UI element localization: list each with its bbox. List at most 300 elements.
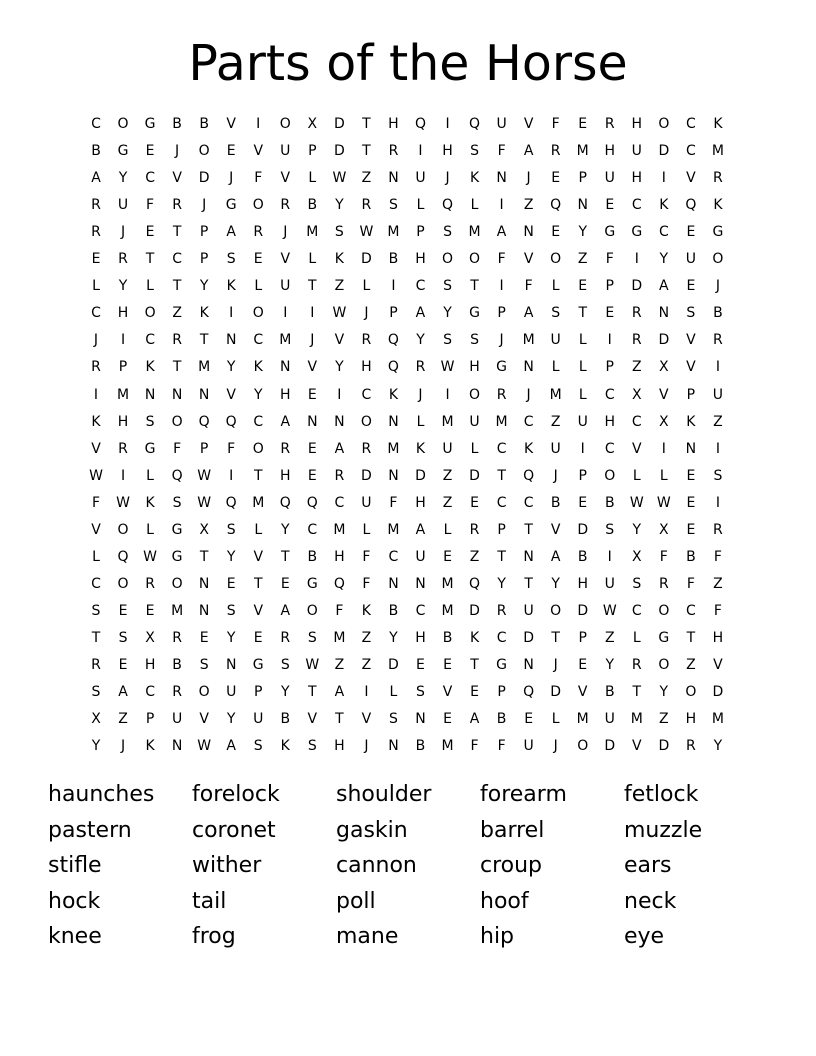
grid-letter: R <box>713 332 723 349</box>
grid-letter: P <box>605 278 614 295</box>
grid-letter: C <box>604 386 615 403</box>
grid-letter: H <box>415 251 426 268</box>
grid-letter: F <box>605 251 614 268</box>
grid-letter: X <box>659 359 669 376</box>
grid-letter: L <box>416 197 425 214</box>
grid-letter: Z <box>577 251 588 268</box>
grid-letter: S <box>226 521 236 538</box>
grid-letter: P <box>389 305 398 322</box>
grid-letter: S <box>443 332 452 349</box>
grid-letter: M <box>468 224 481 241</box>
grid-letter: P <box>308 143 317 160</box>
word-list-item: forelock <box>192 782 280 807</box>
grid-letter: Y <box>91 738 101 755</box>
grid-letter: Q <box>225 413 237 430</box>
grid-letter: M <box>441 602 454 619</box>
grid-letter: A <box>118 684 128 701</box>
grid-letter: Y <box>226 711 236 728</box>
grid-letter: D <box>658 738 670 755</box>
grid-letter: S <box>226 251 236 268</box>
grid-letter: B <box>604 494 615 511</box>
grid-letter: M <box>171 602 184 619</box>
grid-letter: K <box>280 738 290 755</box>
grid-letter: M <box>441 413 454 430</box>
grid-letter: B <box>172 657 182 673</box>
grid-letter: S <box>91 684 101 701</box>
grid-letter: U <box>361 494 372 511</box>
grid-letter: E <box>226 143 236 160</box>
grid-letter: R <box>658 575 669 592</box>
grid-letter: Y <box>226 359 236 376</box>
grid-letter: R <box>172 684 182 701</box>
grid-letter: N <box>307 413 318 430</box>
grid-letter: N <box>415 575 426 592</box>
word-list-item: shoulder <box>336 782 432 807</box>
grid-letter: O <box>252 197 264 214</box>
grid-letter: I <box>229 467 234 484</box>
grid-letter: B <box>604 684 615 701</box>
grid-letter: F <box>470 738 479 755</box>
grid-letter: L <box>362 278 371 295</box>
word-list-item: croup <box>480 853 543 878</box>
grid-letter: N <box>198 386 210 403</box>
grid-letter: Y <box>659 684 669 701</box>
grid-letter: W <box>305 657 320 673</box>
grid-letter: O <box>144 305 156 322</box>
grid-letter: O <box>171 413 183 430</box>
grid-letter: R <box>496 386 507 403</box>
grid-letter: C <box>604 440 615 457</box>
grid-letter: J <box>553 738 558 755</box>
grid-letter: E <box>443 711 452 728</box>
grid-letter: F <box>173 440 182 457</box>
grid-letter: W <box>197 467 212 484</box>
grid-letter: Z <box>686 657 696 673</box>
grid-letter: P <box>605 359 614 376</box>
grid-letter: O <box>360 413 372 430</box>
grid-letter: B <box>91 143 101 160</box>
grid-letter: G <box>496 657 508 673</box>
grid-letter: Q <box>387 359 399 376</box>
grid-letter: V <box>713 657 723 673</box>
grid-letter: K <box>713 116 723 132</box>
grid-letter: N <box>280 359 291 376</box>
grid-letter: C <box>658 224 669 241</box>
grid-letter: E <box>145 602 155 619</box>
grid-letter: S <box>632 575 642 592</box>
grid-letter: E <box>686 224 696 241</box>
word-list-item: forearm <box>480 782 567 807</box>
word-list-item: tail <box>192 888 227 914</box>
grid-letter: I <box>499 197 504 214</box>
grid-letter: H <box>631 170 643 187</box>
grid-letter: I <box>229 305 234 322</box>
grid-letter: M <box>441 575 454 592</box>
grid-letter: K <box>253 359 263 376</box>
grid-letter: N <box>334 413 345 430</box>
grid-letter: D <box>415 467 426 484</box>
grid-letter: O <box>685 684 697 701</box>
grid-letter: H <box>577 575 588 592</box>
grid-letter: A <box>280 413 291 430</box>
grid-letter: O <box>469 251 481 268</box>
grid-letter: U <box>550 332 561 349</box>
grid-letter: F <box>254 170 263 187</box>
grid-letter: D <box>388 657 399 673</box>
grid-letter: O <box>279 116 291 132</box>
grid-letter: F <box>362 575 371 592</box>
grid-letter: V <box>226 116 236 132</box>
grid-letter: E <box>91 251 101 268</box>
grid-letter: Z <box>550 413 561 430</box>
grid-letter: N <box>388 575 399 592</box>
grid-letter: N <box>388 738 399 755</box>
grid-letter: T <box>578 305 587 322</box>
grid-letter: E <box>443 548 452 565</box>
grid-letter: U <box>577 413 588 430</box>
grid-letter: M <box>576 711 589 728</box>
grid-letter: T <box>145 251 155 268</box>
word-list-item: poll <box>336 888 376 914</box>
grid-letter: J <box>445 170 450 187</box>
grid-letter: R <box>631 305 642 322</box>
grid-letter: T <box>280 548 290 565</box>
grid-letter: J <box>364 305 369 322</box>
grid-letter: E <box>416 657 425 673</box>
grid-letter: K <box>145 738 155 755</box>
grid-letter: H <box>631 116 643 132</box>
grid-letter: R <box>145 575 155 592</box>
grid-letter: C <box>361 386 372 403</box>
grid-letter: X <box>307 116 318 132</box>
grid-letter: C <box>415 278 426 295</box>
grid-letter: L <box>146 521 154 538</box>
word-list-item: mane <box>336 924 399 949</box>
grid-letter: V <box>632 738 642 755</box>
grid-letter: T <box>524 575 533 592</box>
grid-letter: O <box>306 602 318 619</box>
grid-letter: P <box>578 467 587 484</box>
grid-letter: O <box>198 143 210 160</box>
grid-letter: C <box>388 548 399 565</box>
grid-letter: D <box>198 170 210 187</box>
grid-letter: B <box>388 602 399 619</box>
grid-letter: Q <box>523 467 535 484</box>
grid-letter: U <box>280 278 291 295</box>
grid-letter: E <box>118 657 128 673</box>
grid-letter: Y <box>280 521 290 538</box>
grid-letter: L <box>443 521 452 538</box>
grid-letter: E <box>686 521 696 538</box>
grid-letter: E <box>118 602 128 619</box>
grid-letter: K <box>469 629 480 646</box>
grid-letter: M <box>387 521 400 538</box>
grid-letter: J <box>283 224 288 241</box>
grid-letter: Q <box>333 575 345 592</box>
grid-letter: E <box>578 657 588 673</box>
grid-letter: V <box>659 386 669 403</box>
grid-letter: Y <box>632 521 642 538</box>
grid-letter: Q <box>469 116 481 132</box>
grid-letter: R <box>361 440 372 457</box>
grid-letter: U <box>523 738 534 755</box>
grid-letter: E <box>253 629 263 646</box>
grid-letter: E <box>443 657 452 673</box>
word-list-item: knee <box>48 924 102 949</box>
grid-letter: F <box>686 575 695 592</box>
grid-letter: N <box>523 657 534 673</box>
grid-letter: T <box>551 629 560 646</box>
grid-letter: L <box>470 440 479 457</box>
grid-letter: R <box>118 440 128 457</box>
grid-letter: C <box>523 494 534 511</box>
grid-letter: V <box>334 332 345 349</box>
grid-letter: E <box>686 278 696 295</box>
grid-letter: G <box>117 143 129 160</box>
grid-letter: H <box>117 305 129 322</box>
grid-letter: L <box>146 278 154 295</box>
grid-letter: N <box>523 224 534 241</box>
grid-letter: I <box>364 684 369 701</box>
grid-letter: B <box>686 548 696 565</box>
grid-letter: U <box>415 548 426 565</box>
word-list-item: gaskin <box>336 817 408 843</box>
grid-letter: G <box>225 197 237 214</box>
grid-letter: G <box>496 359 508 376</box>
grid-letter: J <box>553 467 558 484</box>
grid-letter: G <box>712 224 724 241</box>
grid-letter: S <box>91 602 101 619</box>
grid-letter: E <box>253 251 263 268</box>
grid-letter: Z <box>361 629 372 646</box>
grid-letter: B <box>307 197 318 214</box>
grid-letter: F <box>551 116 560 132</box>
grid-letter: M <box>252 494 265 511</box>
grid-letter: H <box>280 467 291 484</box>
grid-letter: K <box>361 602 371 619</box>
grid-letter: C <box>496 440 507 457</box>
grid-letter: K <box>713 197 723 214</box>
grid-letter: O <box>577 738 589 755</box>
grid-letter: O <box>117 521 129 538</box>
grid-letter: M <box>711 143 724 160</box>
grid-letter: D <box>361 467 372 484</box>
grid-letter: W <box>332 170 347 187</box>
grid-letter: B <box>172 116 182 132</box>
grid-letter: J <box>229 170 234 187</box>
grid-letter: U <box>550 440 561 457</box>
grid-letter: S <box>443 278 452 295</box>
word-list-item: eye <box>624 924 665 949</box>
grid-letter: W <box>440 359 455 376</box>
grid-letter: V <box>199 711 209 728</box>
grid-letter: P <box>497 684 506 701</box>
grid-letter: K <box>388 386 399 403</box>
grid-letter: T <box>335 711 344 728</box>
grid-letter: T <box>308 278 317 295</box>
grid-letter: P <box>145 711 155 728</box>
grid-letter: R <box>280 197 291 214</box>
grid-letter: F <box>497 251 506 268</box>
grid-letter: V <box>686 359 696 376</box>
grid-letter: Q <box>550 197 562 214</box>
grid-letter: T <box>172 359 182 376</box>
grid-letter: C <box>631 602 642 619</box>
grid-letter: N <box>388 413 399 430</box>
grid-letter: R <box>280 440 291 457</box>
grid-letter: R <box>118 251 128 268</box>
grid-letter: K <box>469 170 480 187</box>
grid-letter: L <box>308 170 317 187</box>
grid-letter: T <box>497 548 506 565</box>
grid-letter: L <box>92 548 100 565</box>
grid-letter: C <box>253 332 264 349</box>
grid-letter: R <box>713 170 723 187</box>
grid-letter: J <box>418 386 423 403</box>
grid-letter: Y <box>118 170 128 187</box>
grid-letter: E <box>578 494 588 511</box>
grid-letter: P <box>578 629 587 646</box>
grid-letter: Z <box>659 711 669 728</box>
grid-letter: I <box>715 440 720 457</box>
grid-letter: D <box>712 684 724 701</box>
grid-letter: K <box>199 305 209 322</box>
grid-letter: M <box>116 386 130 403</box>
grid-letter: V <box>280 170 291 187</box>
grid-letter: V <box>91 521 101 538</box>
grid-letter: Y <box>659 251 669 268</box>
grid-letter: S <box>172 494 182 511</box>
grid-letter: L <box>416 413 425 430</box>
grid-letter: E <box>199 629 209 646</box>
grid-letter: B <box>577 548 588 565</box>
grid-letter: T <box>199 548 209 565</box>
grid-letter: Z <box>172 305 182 322</box>
grid-letter: L <box>578 386 587 403</box>
grid-letter: H <box>604 413 616 430</box>
grid-letter: H <box>685 711 697 728</box>
grid-letter: Z <box>604 629 615 646</box>
grid-letter: T <box>524 521 533 538</box>
grid-letter: E <box>578 278 588 295</box>
grid-letter: Y <box>118 278 128 295</box>
grid-letter: U <box>171 711 183 728</box>
grid-letter: I <box>715 494 720 511</box>
grid-letter: R <box>713 521 723 538</box>
grid-letter: M <box>441 738 454 755</box>
grid-letter: S <box>388 711 398 728</box>
grid-letter: R <box>91 197 101 214</box>
grid-letter: E <box>605 197 615 214</box>
grid-letter: L <box>146 467 154 484</box>
grid-letter: Q <box>306 494 318 511</box>
grid-letter: A <box>496 224 507 241</box>
grid-letter: H <box>442 143 453 160</box>
grid-letter: K <box>145 359 155 376</box>
grid-letter: F <box>497 143 506 160</box>
grid-letter: R <box>415 359 426 376</box>
grid-letter: N <box>225 657 237 673</box>
grid-letter: N <box>685 440 697 457</box>
grid-letter: M <box>333 629 346 646</box>
grid-letter: J <box>553 657 558 673</box>
grid-letter: A <box>659 278 669 295</box>
grid-letter: Q <box>523 684 535 701</box>
grid-letter: W <box>629 494 644 511</box>
word-list-item: pastern <box>48 817 132 843</box>
grid-letter: Z <box>442 467 453 484</box>
grid-letter: Z <box>713 575 723 592</box>
grid-letter: E <box>578 116 588 132</box>
grid-letter: B <box>713 305 723 322</box>
grid-letter: W <box>332 305 347 322</box>
grid-letter: R <box>91 359 101 376</box>
grid-letter: J <box>120 224 126 241</box>
grid-letter: S <box>253 738 263 755</box>
grid-letter: X <box>632 386 642 403</box>
grid-letter: P <box>118 359 128 376</box>
grid-letter: I <box>120 467 126 484</box>
grid-letter: W <box>143 548 157 565</box>
grid-letter: B <box>199 116 209 132</box>
grid-letter: F <box>335 602 344 619</box>
grid-letter: S <box>118 629 128 646</box>
grid-letter: P <box>416 224 425 241</box>
grid-letter: A <box>415 521 426 538</box>
grid-letter: E <box>145 224 155 241</box>
grid-letter: G <box>144 116 156 132</box>
grid-letter: S <box>416 684 425 701</box>
grid-letter: U <box>253 711 264 728</box>
grid-letter: L <box>659 467 668 484</box>
grid-letter: J <box>526 170 531 187</box>
grid-letter: F <box>91 494 101 511</box>
grid-letter: A <box>226 224 236 241</box>
grid-letter: L <box>551 711 560 728</box>
word-list-item: haunches <box>48 782 155 807</box>
word-list-item: stifle <box>48 853 102 878</box>
grid-letter: X <box>145 629 155 646</box>
grid-letter: Z <box>361 170 372 187</box>
grid-letter: V <box>253 602 264 619</box>
grid-letter: L <box>632 467 641 484</box>
grid-letter: S <box>334 224 344 241</box>
grid-letter: M <box>387 440 400 457</box>
grid-letter: V <box>632 440 642 457</box>
grid-letter: C <box>145 684 155 701</box>
grid-letter: Q <box>198 413 210 430</box>
grid-letter: V <box>550 521 561 538</box>
grid-letter: I <box>337 386 342 403</box>
grid-letter: R <box>172 197 182 214</box>
grid-letter: S <box>470 332 479 349</box>
grid-letter: R <box>334 467 345 484</box>
grid-letter: T <box>199 332 209 349</box>
grid-letter: R <box>388 143 399 160</box>
grid-letter: J <box>364 738 369 755</box>
grid-letter: I <box>607 548 612 565</box>
grid-letter: R <box>172 332 182 349</box>
grid-letter: H <box>712 629 724 646</box>
grid-letter: C <box>496 629 507 646</box>
grid-letter: P <box>199 251 209 268</box>
grid-letter: F <box>362 548 371 565</box>
word-list-item: ears <box>624 853 672 878</box>
grid-letter: C <box>631 197 642 214</box>
grid-letter: U <box>712 386 724 403</box>
grid-letter: Z <box>334 657 345 673</box>
grid-letter: O <box>658 657 670 673</box>
